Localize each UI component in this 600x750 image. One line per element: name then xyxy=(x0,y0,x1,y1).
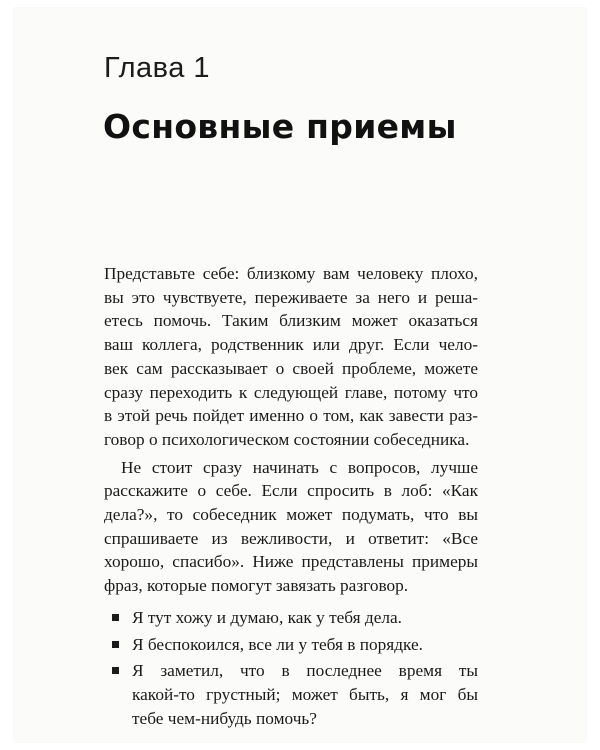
example-phrases-list xyxy=(104,606,478,731)
text-line: тебе чем-нибудь помочь? xyxy=(132,708,317,728)
list-item xyxy=(104,659,478,730)
text-line: век сам рассказывает о своей проблеме, можете xyxy=(104,358,478,378)
list-item xyxy=(104,633,478,657)
text-line: расскажите о себе. Если спросить в лоб: «Как xyxy=(104,481,478,501)
body-text xyxy=(104,262,478,733)
square-bullet-icon xyxy=(112,614,119,621)
square-bullet-icon xyxy=(112,641,119,648)
text-line: какой-то грустный; может быть, я мог бы xyxy=(132,684,478,704)
text-line: хорошо, спасибо». Ниже представлены примеры xyxy=(104,552,478,572)
text-line: фраз, которые помогут завязать разговор. xyxy=(104,576,409,596)
text-line: Представьте себе: близкому вам человеку плохо, xyxy=(104,264,478,283)
chapter-title: Основные приемы xyxy=(103,107,457,146)
square-bullet-icon xyxy=(112,667,119,674)
text-line: вы это чувствуете, переживаете за него и реша- xyxy=(104,287,478,307)
text-line: етесь помочь. Таким близким может оказаться xyxy=(104,311,478,331)
text-line: в этой речь пойдет именно о том, как завести раз- xyxy=(104,406,478,426)
text-line: Я заметил, что в последнее время ты xyxy=(132,661,478,681)
text-line: спрашиваете из вежливости, и ответит: «Все xyxy=(104,528,478,548)
list-item xyxy=(104,606,478,630)
chapter-label: Глава 1 xyxy=(104,52,211,84)
text-line: сразу переходить к следующей главе, потому что xyxy=(104,382,478,402)
text-line: Не стоит сразу начинать с вопросов, лучше xyxy=(121,457,478,477)
text-line: говор о психологическом состоянии собеседника. xyxy=(104,429,470,449)
paragraph-1 xyxy=(104,262,478,452)
paragraph-2 xyxy=(104,456,478,598)
text-line: Я тут хожу и думаю, как у тебя дела. xyxy=(132,607,403,627)
text-line: Я беспокоился, все ли у тебя в порядке. xyxy=(132,634,424,654)
text-line: ваш коллега, родственник или друг. Если чело- xyxy=(104,335,478,355)
text-line: дела?», то собеседник может подумать, что вы xyxy=(104,505,478,525)
